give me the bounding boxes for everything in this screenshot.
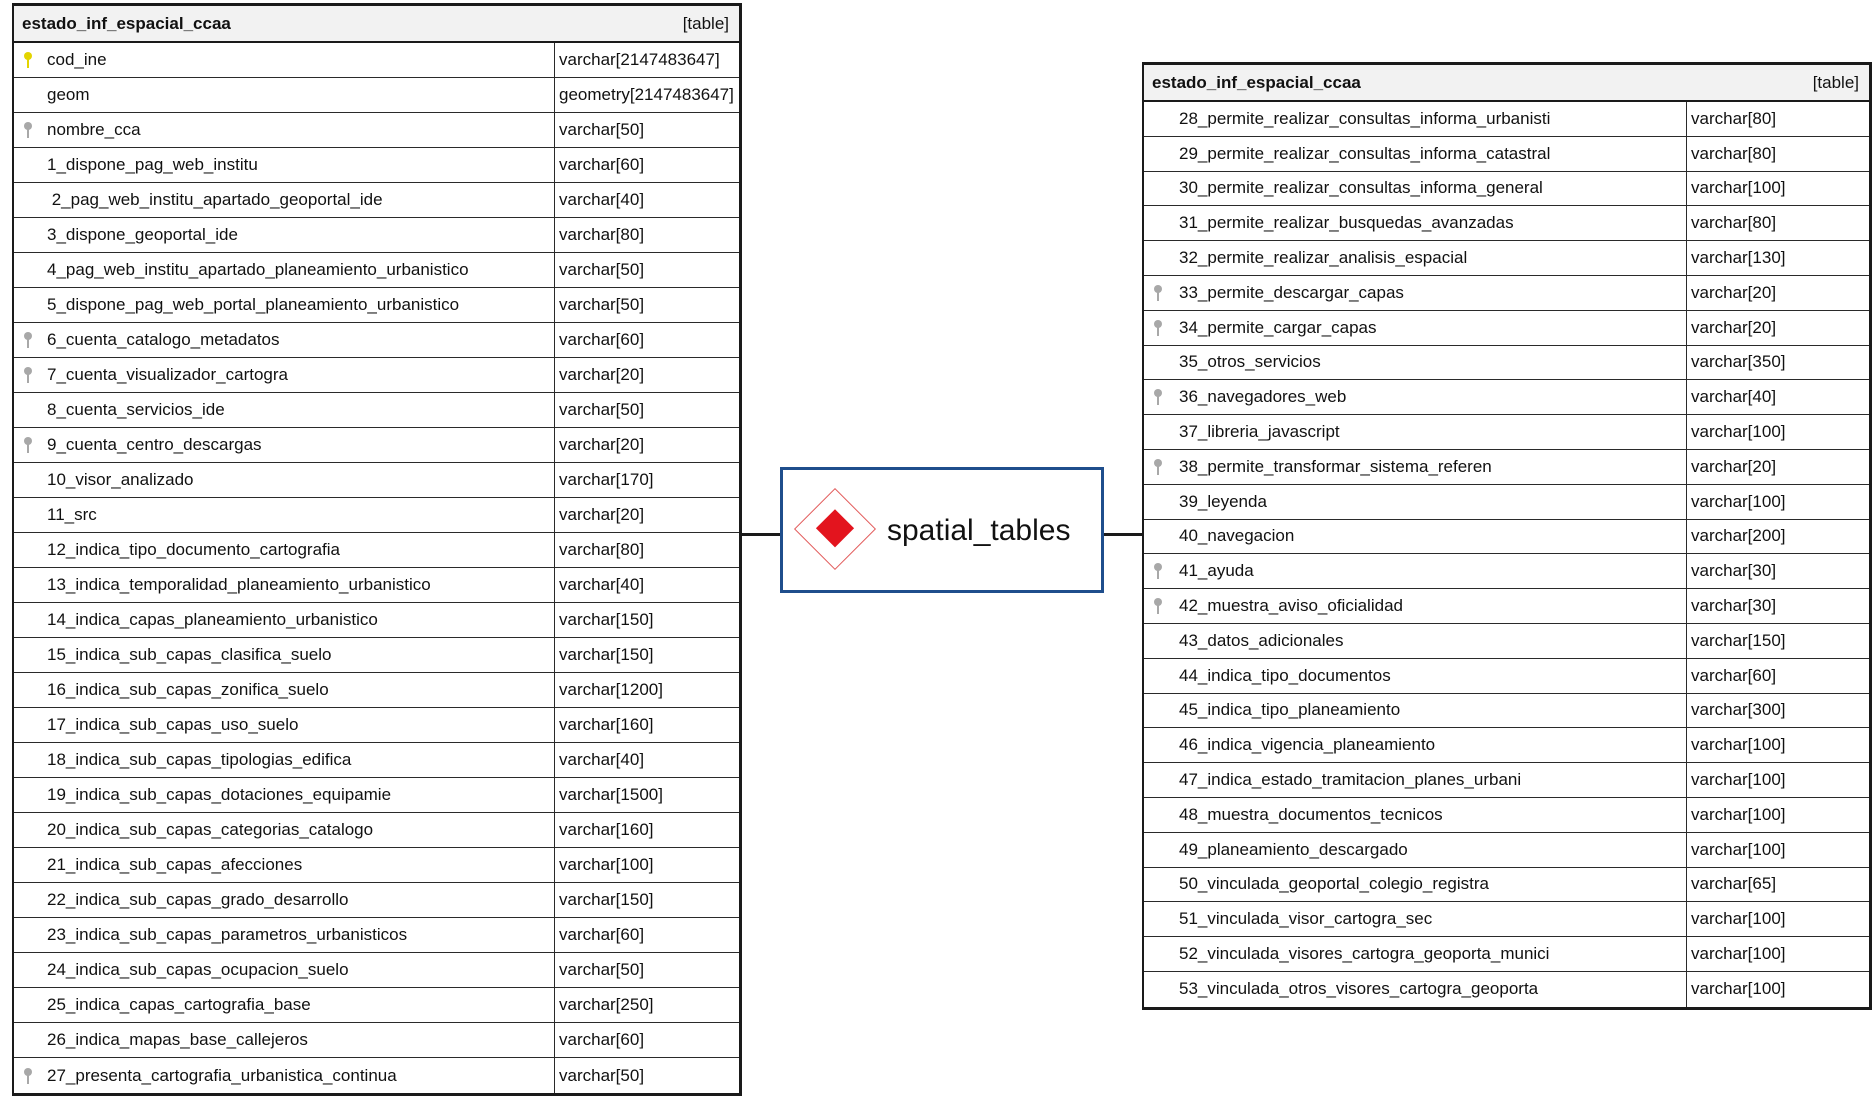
column-type: varchar[200] [1691, 526, 1786, 546]
column-name-cell [14, 463, 555, 497]
column-row[interactable] [1144, 172, 1869, 207]
column-name-cell [1144, 450, 1687, 484]
column-type: varchar[2147483647] [559, 50, 720, 69]
column-type: varchar[100] [559, 855, 654, 874]
column-row[interactable] [14, 148, 739, 183]
column-name: 33_permite_descargar_capas [1179, 282, 1404, 302]
column-name: 28_permite_realizar_consultas_informa_urbanisti [1179, 108, 1551, 128]
column-row[interactable] [1144, 137, 1869, 172]
column-name-cell [1144, 520, 1687, 554]
column-name-cell [1144, 763, 1687, 797]
column-type: varchar[300] [1691, 700, 1786, 720]
column-type: varchar[100] [1691, 804, 1786, 824]
column-name: 44_indica_tipo_documentos [1179, 665, 1391, 685]
column-name: 16_indica_sub_capas_zonifica_suelo [47, 680, 329, 699]
column-type: varchar[50] [559, 260, 645, 279]
column-name-cell [1144, 937, 1687, 971]
column-row[interactable] [14, 638, 739, 673]
column-name-cell [14, 988, 555, 1022]
index-key-icon [24, 1068, 32, 1084]
column-type: varchar[65] [1691, 874, 1777, 894]
column-name: 20_indica_sub_capas_categorias_catalogo [47, 820, 374, 839]
column-list [14, 43, 739, 1093]
column-name-cell [14, 148, 555, 182]
column-name: 29_permite_realizar_consultas_informa_catastral [1179, 143, 1551, 163]
column-name-cell [14, 253, 555, 287]
column-name-cell [14, 603, 555, 637]
column-type: varchar[50] [559, 400, 645, 419]
column-type: varchar[20] [1691, 317, 1777, 337]
column-name: 40_navegacion [1179, 526, 1295, 546]
table-kind-label: [table] [1812, 72, 1859, 92]
column-name-cell [14, 183, 555, 217]
column-row[interactable] [1144, 485, 1869, 520]
column-name-cell [14, 568, 555, 602]
column-name: 46_indica_vigencia_planeamiento [1179, 735, 1436, 755]
primary-key-icon [24, 52, 32, 68]
column-row[interactable] [14, 743, 739, 778]
column-type: varchar[80] [559, 225, 645, 244]
column-name-cell [1144, 624, 1687, 658]
column-row[interactable] [1144, 694, 1869, 729]
table-name: estado_inf_espacial_ccaa [1152, 72, 1361, 92]
column-type: varchar[40] [559, 575, 645, 594]
column-row[interactable] [14, 463, 739, 498]
column-type: varchar[350] [1691, 352, 1786, 372]
column-name: 30_permite_realizar_consultas_informa_general [1179, 178, 1543, 198]
column-name: 27_presenta_cartografia_urbanistica_continua [47, 1065, 397, 1085]
column-name-cell [1144, 380, 1687, 414]
column-type: varchar[100] [1691, 909, 1786, 929]
entity-table-left[interactable] [12, 3, 742, 1096]
column-name-cell [14, 673, 555, 707]
column-type: varchar[170] [559, 470, 654, 489]
column-row[interactable] [14, 218, 739, 253]
column-type: varchar[160] [559, 820, 654, 839]
column-type: varchar[150] [559, 610, 654, 629]
column-name-cell [14, 358, 555, 392]
column-row[interactable] [14, 533, 739, 568]
column-type: varchar[80] [1691, 213, 1777, 233]
column-name-cell [14, 883, 555, 917]
column-name: 26_indica_mapas_base_callejeros [47, 1030, 308, 1049]
column-list [1144, 102, 1869, 1007]
column-type: varchar[20] [1691, 282, 1777, 302]
column-name-cell [1144, 694, 1687, 728]
column-name: 3_dispone_geoportal_ide [47, 225, 238, 244]
column-row[interactable] [14, 778, 739, 813]
entity-table-right[interactable] [1142, 62, 1872, 1010]
index-key-icon [24, 367, 32, 383]
column-name-cell [1144, 972, 1687, 1007]
column-row[interactable] [14, 393, 739, 428]
column-row[interactable] [14, 603, 739, 638]
column-type: varchar[30] [1691, 596, 1777, 616]
column-name-cell [14, 638, 555, 672]
column-name: 52_vinculada_visores_cartogra_geoporta_munici [1179, 944, 1550, 964]
column-name-cell [1144, 415, 1687, 449]
column-type: varchar[60] [559, 925, 645, 944]
column-name: 11_src [47, 505, 97, 524]
column-name-cell [1144, 659, 1687, 693]
column-name-cell [14, 288, 555, 322]
column-name: geom [47, 85, 90, 104]
column-name: 7_cuenta_visualizador_cartogra [47, 365, 288, 384]
column-type: varchar[50] [559, 960, 645, 979]
column-row[interactable] [14, 78, 739, 113]
column-type: varchar[150] [559, 890, 654, 909]
column-row[interactable] [14, 918, 739, 953]
column-name: 14_indica_capas_planeamiento_urbanistico [47, 610, 378, 629]
column-name-cell [14, 743, 555, 777]
column-type: varchar[80] [1691, 108, 1777, 128]
column-type: varchar[50] [559, 295, 645, 314]
column-name-cell [14, 323, 555, 357]
column-name-cell [14, 113, 555, 147]
column-row[interactable] [1144, 450, 1869, 485]
column-name: 4_pag_web_institu_apartado_planeamiento_urbanistico [47, 260, 469, 279]
column-type: varchar[60] [1691, 665, 1777, 685]
column-name: 49_planeamiento_descargado [1179, 839, 1408, 859]
column-type: varchar[20] [559, 435, 645, 454]
column-type: varchar[100] [1691, 422, 1786, 442]
index-key-icon [1154, 285, 1162, 301]
column-type: varchar[150] [1691, 630, 1786, 650]
column-name: 45_indica_tipo_planeamiento [1179, 700, 1401, 720]
column-row[interactable] [1144, 798, 1869, 833]
diamond-fill [816, 509, 854, 547]
connector-line-left [742, 533, 780, 536]
column-name: 17_indica_sub_capas_uso_suelo [47, 715, 299, 734]
column-name: 24_indica_sub_capas_ocupacion_suelo [47, 960, 349, 979]
column-name: 2_pag_web_institu_apartado_geoportal_ide [47, 190, 383, 209]
column-name-cell [14, 813, 555, 847]
column-name-cell [14, 78, 555, 112]
column-name: 35_otros_servicios [1179, 352, 1321, 372]
column-row[interactable] [1144, 868, 1869, 903]
column-row[interactable] [14, 673, 739, 708]
column-row[interactable] [1144, 241, 1869, 276]
column-type: varchar[100] [1691, 178, 1786, 198]
column-type: varchar[60] [559, 1030, 645, 1049]
index-key-icon [24, 122, 32, 138]
column-name: 12_indica_tipo_documento_cartografia [47, 540, 340, 559]
column-type: varchar[60] [559, 330, 645, 349]
index-key-icon [1154, 389, 1162, 405]
node-label: spatial_tables [887, 514, 1071, 547]
column-name-cell [1144, 485, 1687, 519]
column-type: varchar[50] [559, 120, 645, 139]
index-key-icon [1154, 563, 1162, 579]
entity-header [14, 6, 739, 43]
column-row[interactable] [1144, 833, 1869, 868]
column-type: varchar[40] [1691, 387, 1777, 407]
column-name-cell [14, 918, 555, 952]
entity-header [1144, 65, 1869, 102]
column-name-cell [1144, 868, 1687, 902]
column-row[interactable] [14, 323, 739, 358]
column-name: 41_ayuda [1179, 561, 1254, 581]
column-name-cell [1144, 589, 1687, 623]
column-name: 10_visor_analizado [47, 470, 194, 489]
column-row[interactable] [14, 953, 739, 988]
column-name-cell [1144, 554, 1687, 588]
column-name: cod_ine [47, 50, 107, 69]
column-row[interactable] [14, 428, 739, 463]
column-type: varchar[100] [1691, 839, 1786, 859]
column-name: 47_indica_estado_tramitacion_planes_urbani [1179, 770, 1522, 790]
column-name: 50_vinculada_geoportal_colegio_registra [1179, 874, 1490, 894]
column-type: varchar[100] [1691, 944, 1786, 964]
column-row[interactable] [1144, 937, 1869, 972]
column-name: 37_libreria_javascript [1179, 422, 1340, 442]
column-name: 31_permite_realizar_busquedas_avanzadas [1179, 213, 1514, 233]
column-row[interactable] [1144, 415, 1869, 450]
column-type: varchar[80] [1691, 143, 1777, 163]
column-name: 25_indica_capas_cartografia_base [47, 995, 311, 1014]
column-name-cell [1144, 798, 1687, 832]
column-name: 15_indica_sub_capas_clasifica_suelo [47, 645, 332, 664]
column-row[interactable] [1144, 102, 1869, 137]
column-name-cell [14, 428, 555, 462]
column-row[interactable] [1144, 380, 1869, 415]
column-type: varchar[100] [1691, 770, 1786, 790]
index-key-icon [1154, 459, 1162, 475]
column-name: 9_cuenta_centro_descargas [47, 435, 262, 454]
column-name: 13_indica_temporalidad_planeamiento_urbanistico [47, 575, 431, 594]
column-type: varchar[100] [1691, 491, 1786, 511]
column-name: 39_leyenda [1179, 491, 1267, 511]
column-name: 42_muestra_aviso_oficialidad [1179, 596, 1403, 616]
column-type: varchar[100] [1691, 979, 1786, 999]
column-row[interactable] [14, 568, 739, 603]
column-row[interactable] [1144, 763, 1869, 798]
column-name-cell [1144, 172, 1687, 206]
index-key-icon [24, 437, 32, 453]
column-name-cell [14, 953, 555, 987]
column-name-cell [14, 848, 555, 882]
column-type: varchar[150] [559, 645, 654, 664]
column-type: varchar[80] [559, 540, 645, 559]
spatial-tables-node[interactable] [780, 467, 1104, 593]
column-name: 53_vinculada_otros_visores_cartogra_geoporta [1179, 979, 1539, 999]
column-name: 23_indica_sub_capas_parametros_urbanisticos [47, 925, 408, 944]
column-name: nombre_cca [47, 120, 141, 139]
column-row[interactable] [1144, 624, 1869, 659]
column-type: geometry[2147483647] [559, 85, 734, 104]
column-type: varchar[20] [1691, 456, 1777, 476]
column-row[interactable] [1144, 276, 1869, 311]
column-row[interactable] [14, 848, 739, 883]
column-row[interactable] [14, 988, 739, 1023]
table-kind-label: [table] [682, 13, 729, 33]
column-name-cell [1144, 137, 1687, 171]
table-name: estado_inf_espacial_ccaa [22, 13, 231, 33]
column-name-cell [14, 498, 555, 532]
column-name-cell [1144, 728, 1687, 762]
column-row[interactable] [14, 288, 739, 323]
column-name-cell [14, 708, 555, 742]
column-name: 1_dispone_pag_web_institu [47, 155, 258, 174]
column-row[interactable] [1144, 311, 1869, 346]
column-name: 18_indica_sub_capas_tipologias_edifica [47, 750, 352, 769]
column-row[interactable] [1144, 346, 1869, 381]
column-type: varchar[100] [1691, 735, 1786, 755]
column-type: varchar[20] [559, 505, 645, 524]
column-name: 8_cuenta_servicios_ide [47, 400, 225, 419]
column-name-cell [14, 218, 555, 252]
index-key-icon [1154, 320, 1162, 336]
column-name: 19_indica_sub_capas_dotaciones_equipamie [47, 785, 392, 804]
column-type: varchar[60] [559, 155, 645, 174]
column-name: 36_navegadores_web [1179, 387, 1347, 407]
column-row[interactable] [14, 358, 739, 393]
red-diamond-icon [794, 488, 876, 570]
column-row[interactable] [1144, 972, 1869, 1007]
column-name: 5_dispone_pag_web_portal_planeamiento_urbanistico [47, 295, 460, 314]
column-row[interactable] [1144, 206, 1869, 241]
column-row[interactable] [1144, 520, 1869, 555]
column-type: varchar[1500] [559, 785, 663, 804]
column-row[interactable] [14, 113, 739, 148]
column-row[interactable] [14, 708, 739, 743]
column-name-cell [1144, 346, 1687, 380]
column-name: 32_permite_realizar_analisis_espacial [1179, 248, 1468, 268]
column-name-cell [1144, 241, 1687, 275]
column-name-cell [14, 533, 555, 567]
column-name-cell [14, 43, 555, 77]
column-type: varchar[40] [559, 190, 645, 209]
column-row[interactable] [1144, 554, 1869, 589]
column-type: varchar[160] [559, 715, 654, 734]
column-type: varchar[130] [1691, 248, 1786, 268]
column-name: 34_permite_cargar_capas [1179, 317, 1377, 337]
column-name: 38_permite_transformar_sistema_referen [1179, 456, 1492, 476]
column-name-cell [1144, 833, 1687, 867]
column-row[interactable] [14, 253, 739, 288]
column-name-cell [1144, 311, 1687, 345]
index-key-icon [24, 332, 32, 348]
column-row[interactable] [14, 498, 739, 533]
column-type: varchar[30] [1691, 561, 1777, 581]
column-row[interactable] [1144, 589, 1869, 624]
column-row[interactable] [1144, 902, 1869, 937]
column-row[interactable] [1144, 659, 1869, 694]
column-name-cell [1144, 902, 1687, 936]
column-name: 48_muestra_documentos_tecnicos [1179, 804, 1443, 824]
column-name: 43_datos_adicionales [1179, 630, 1344, 650]
column-name: 21_indica_sub_capas_afecciones [47, 855, 303, 874]
column-row[interactable] [14, 43, 739, 78]
column-name-cell [14, 393, 555, 427]
column-type: varchar[250] [559, 995, 654, 1014]
column-row[interactable] [14, 183, 739, 218]
column-row[interactable] [1144, 728, 1869, 763]
column-type: varchar[40] [559, 750, 645, 769]
column-name: 51_vinculada_visor_cartogra_sec [1179, 909, 1433, 929]
column-type: varchar[20] [559, 365, 645, 384]
index-key-icon [1154, 598, 1162, 614]
column-name-cell [1144, 206, 1687, 240]
column-row[interactable] [14, 883, 739, 918]
column-name: 22_indica_sub_capas_grado_desarrollo [47, 890, 349, 909]
column-name-cell [14, 1023, 555, 1057]
column-name: 6_cuenta_catalogo_metadatos [47, 330, 280, 349]
column-name-cell [14, 778, 555, 812]
column-row[interactable] [14, 813, 739, 848]
column-name-cell [1144, 102, 1687, 136]
column-row[interactable] [14, 1023, 739, 1058]
connector-line-right [1104, 533, 1142, 536]
column-type: varchar[1200] [559, 680, 663, 699]
column-name-cell [1144, 276, 1687, 310]
column-type: varchar[50] [559, 1065, 645, 1085]
